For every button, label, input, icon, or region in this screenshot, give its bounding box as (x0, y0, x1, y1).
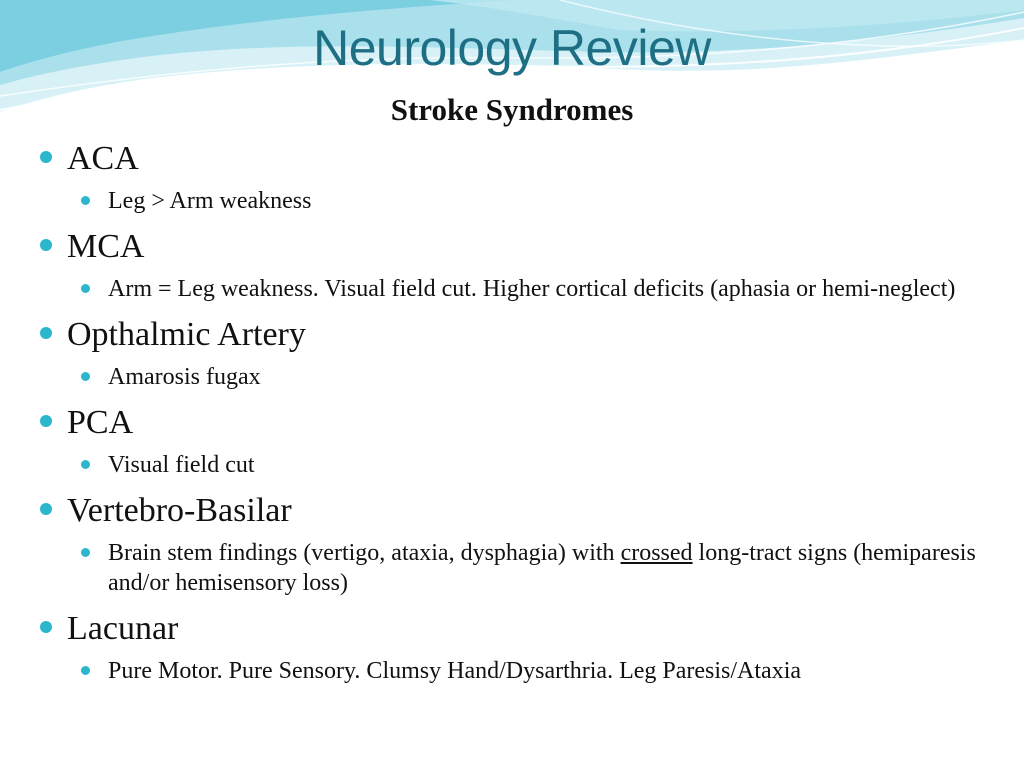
bullet-dot-icon (81, 284, 90, 293)
bullet-dot-icon (40, 239, 52, 251)
bullet-heading: MCA (67, 228, 145, 265)
bullet-heading: PCA (67, 404, 134, 441)
bullet-heading: Opthalmic Artery (67, 316, 306, 353)
sub-bullet-text: Visual field cut (108, 452, 255, 478)
bullet-list (40, 140, 1000, 698)
sub-bullet-text-end: long-tract signs (hemiparesis and/or hemisensory loss) (108, 540, 976, 596)
slide-title: Neurology Review (313, 20, 711, 76)
sub-bullet-mca (81, 274, 1000, 304)
bullet-vertebro-basilar (40, 492, 1000, 530)
bullet-opthalmic-artery (40, 316, 1000, 354)
sub-bullet-text-start: Brain stem findings (vertigo, ataxia, dysphagia) with (108, 540, 621, 566)
bullet-dot-icon (40, 621, 52, 633)
sub-bullet-vertebro-basilar (81, 538, 1000, 598)
sub-bullet-text-underlined: crossed (620, 540, 693, 566)
sub-bullet-opthalmic-artery (81, 362, 1000, 392)
sub-bullet-text: Leg > Arm weakness (108, 188, 312, 214)
bullet-dot-icon (81, 372, 90, 381)
bullet-dot-icon (40, 503, 52, 515)
bullet-dot-icon (81, 196, 90, 205)
sub-bullet-text: Arm = Leg weakness. Visual field cut. Higher cortical deficits (aphasia or hemi-neglect) (108, 276, 956, 302)
bullet-heading: Lacunar (67, 610, 179, 647)
bullet-dot-icon (40, 151, 52, 163)
bullet-dot-icon (81, 460, 90, 469)
bullet-heading: Vertebro-Basilar (67, 492, 292, 529)
bullet-dot-icon (81, 548, 90, 557)
bullet-mca (40, 228, 1000, 266)
bullet-heading: ACA (67, 140, 139, 177)
bullet-lacunar (40, 610, 1000, 648)
slide-subtitle: Stroke Syndromes (390, 92, 634, 127)
sub-bullet-pca (81, 450, 1000, 480)
bullet-pca (40, 404, 1000, 442)
bullet-dot-icon (81, 666, 90, 675)
bullet-dot-icon (40, 327, 52, 339)
sub-bullet-aca (81, 186, 1000, 216)
bullet-aca (40, 140, 1000, 178)
bullet-dot-icon (40, 415, 52, 427)
sub-bullet-text: Amarosis fugax (108, 364, 261, 390)
sub-bullet-lacunar (81, 656, 1000, 686)
sub-bullet-text: Pure Motor. Pure Sensory. Clumsy Hand/Dysarthria. Leg Paresis/Ataxia (108, 658, 802, 684)
